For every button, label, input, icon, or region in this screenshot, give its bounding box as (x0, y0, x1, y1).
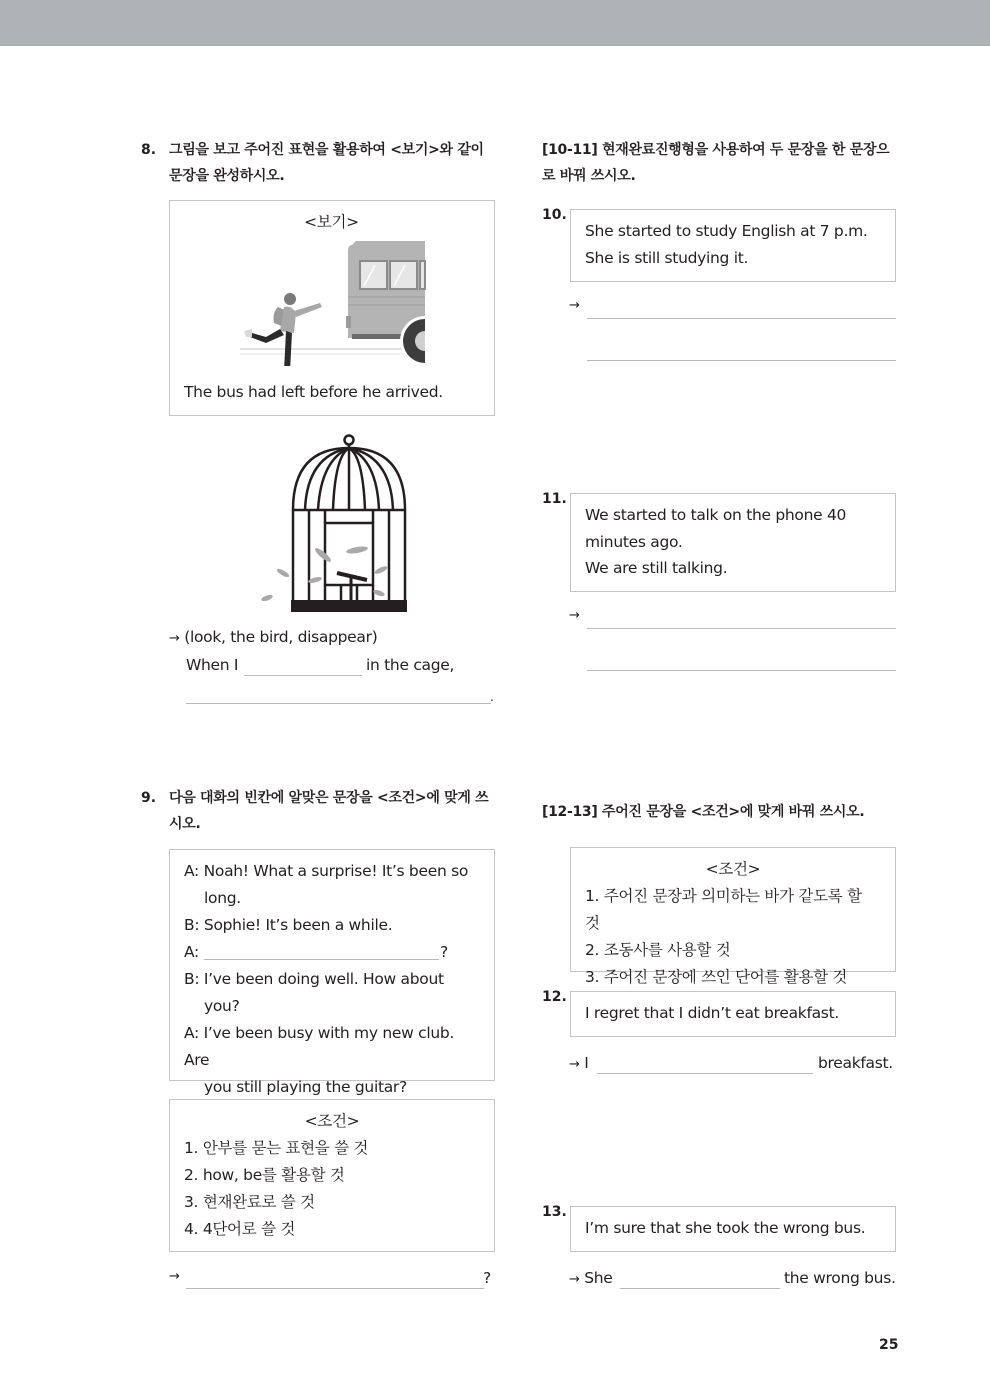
conditions-title: <조건> (705, 860, 761, 878)
question-8-hint: (look, the bird, disappear) (184, 628, 378, 646)
dialogue-box (169, 849, 495, 1096)
bus-runner-illustration (240, 241, 430, 366)
question-9-number: 9. (141, 790, 157, 806)
question-8-instruction-line2: 문장을 완성하시오. (169, 168, 285, 184)
question-9-instruction-line2: 시오. (169, 816, 201, 832)
question-8-blank-1[interactable] (244, 675, 362, 676)
question-12-number: 12. (542, 989, 567, 1005)
question-8-instruction-line1: 그림을 보고 주어진 표현을 활용하여 <보기>와 같이 (169, 142, 484, 158)
condition-item: 1. 안부를 묻는 표현을 쓸 것 (184, 1139, 369, 1157)
example-sentence: The bus had left before he arrived. (184, 383, 443, 401)
question-8-blank-2[interactable] (186, 703, 491, 704)
question-11-blank-1[interactable] (587, 628, 896, 629)
question-8-answer-prefix: When I (186, 656, 239, 674)
speaker-label: A: (184, 862, 199, 880)
question-13-answer-blank[interactable] (620, 1288, 780, 1289)
dialogue-text: Sophie! It’s been a while. (203, 916, 393, 934)
speaker-label: A: (184, 943, 199, 961)
question-11-line-1: We started to talk on the phone 40 (585, 506, 847, 524)
arrow-icon: → (569, 1057, 580, 1072)
questions-10-11-header-line1: [10-11] 현재완료진행형을 사용하여 두 문장을 한 문장으 (542, 142, 890, 158)
question-8-instruction (169, 137, 509, 189)
dialogue-line-cont: you? (204, 997, 240, 1015)
arrow-icon: → (569, 1272, 580, 1287)
question-11-blank-2[interactable] (587, 670, 896, 671)
question-11-number: 11. (542, 491, 567, 507)
condition-item: 2. how, be를 활용할 것 (184, 1166, 345, 1184)
question-11-line-3: We are still talking. (585, 559, 728, 577)
question-8-number: 8. (141, 142, 157, 158)
question-13-sentence: I’m sure that she took the wrong bus. (585, 1219, 866, 1237)
cage-base (291, 600, 407, 612)
questions-12-13-header: [12-13] 주어진 문장을 <조건>에 맞게 바꿔 쓰시오. (542, 804, 865, 820)
question-9-conditions-box (169, 1099, 495, 1252)
arrow-icon: → (169, 1269, 180, 1284)
question-12-sentence: I regret that I didn’t eat breakfast. (585, 1004, 839, 1022)
questions-12-13-conditions-box (570, 847, 896, 986)
question-9-answer-end: ? (483, 1269, 491, 1287)
top-header-bar (0, 0, 990, 46)
bus-icon (346, 241, 430, 366)
speaker-label: B: (184, 916, 200, 934)
question-10-blank-1[interactable] (587, 318, 896, 319)
question-10-line-1: She started to study English at 7 p.m. (585, 222, 868, 240)
question-10-box (570, 209, 896, 282)
dialogue-line (184, 966, 480, 993)
condition-item: 4. 4단어로 쓸 것 (184, 1220, 295, 1238)
dialogue-line-blank (184, 939, 480, 966)
condition-item: 1. 주어진 문장과 의미하는 바가 같도록 할 것 (585, 887, 862, 932)
dialogue-text: I’ve been busy with my new club. Are (184, 1024, 455, 1069)
dialogue-line (184, 912, 480, 939)
condition-item: 3. 현재완료로 쓸 것 (184, 1193, 315, 1211)
speaker-label: A: (184, 1024, 199, 1042)
question-8-hint-row (169, 624, 377, 652)
arrow-icon: → (569, 608, 580, 623)
arrow-icon: → (169, 631, 180, 646)
question-12-box (570, 991, 896, 1037)
question-10-blank-2[interactable] (587, 360, 896, 361)
birdcage-illustration (255, 430, 415, 615)
question-10-number: 10. (542, 207, 567, 223)
arrow-icon: → (569, 298, 580, 313)
speaker-label: B: (184, 970, 200, 988)
question-13-answer-prefix: She (584, 1269, 613, 1287)
question-12-answer-blank[interactable] (597, 1073, 813, 1074)
question-11-line-2: minutes ago. (585, 532, 683, 551)
questions-10-11-header (542, 137, 912, 189)
dialogue-line-cont: long. (204, 889, 241, 907)
condition-item: 2. 조동사를 사용할 것 (585, 941, 731, 959)
question-8-answer-middle: in the cage, (366, 656, 455, 674)
question-mark: ? (440, 943, 448, 961)
question-12-answer-prefix: I (584, 1054, 589, 1072)
dialogue-line (184, 858, 480, 885)
conditions-title: <조건> (304, 1112, 360, 1130)
question-13-answer-suffix: the wrong bus. (784, 1269, 896, 1287)
question-12-answer-suffix: breakfast. (818, 1054, 893, 1072)
question-8-answer-end: . (490, 690, 494, 704)
question-12-answer-prefix-row (569, 1050, 589, 1078)
condition-item: 3. 주어진 문장에 쓰인 단어를 활용할 것 (585, 968, 848, 986)
page-number: 25 (879, 1337, 899, 1353)
example-box (169, 200, 495, 416)
example-title: <보기> (304, 213, 359, 231)
dialogue-text: Noah! What a surprise! It’s been so (203, 862, 469, 880)
question-10-line-2: She is still studying it. (585, 249, 749, 267)
question-9-answer-blank[interactable] (186, 1288, 484, 1289)
question-13-box (570, 1206, 896, 1252)
questions-10-11-header-line2: 로 바꿔 쓰시오. (542, 168, 636, 184)
question-9-instruction-line1: 다음 대화의 빈칸에 알맞은 문장을 <조건>에 맞게 쓰 (169, 790, 489, 806)
dialogue-line (184, 1020, 480, 1074)
question-9-dialogue-blank[interactable] (204, 959, 439, 960)
question-11-box (570, 493, 896, 592)
question-13-number: 13. (542, 1204, 567, 1220)
running-boy-icon (244, 293, 322, 366)
question-13-answer-prefix-row (569, 1265, 613, 1293)
question-9-instruction (169, 785, 509, 837)
dialogue-text: I’ve been doing well. How about (203, 970, 444, 988)
dialogue-line-cont: you still playing the guitar? (204, 1078, 407, 1096)
